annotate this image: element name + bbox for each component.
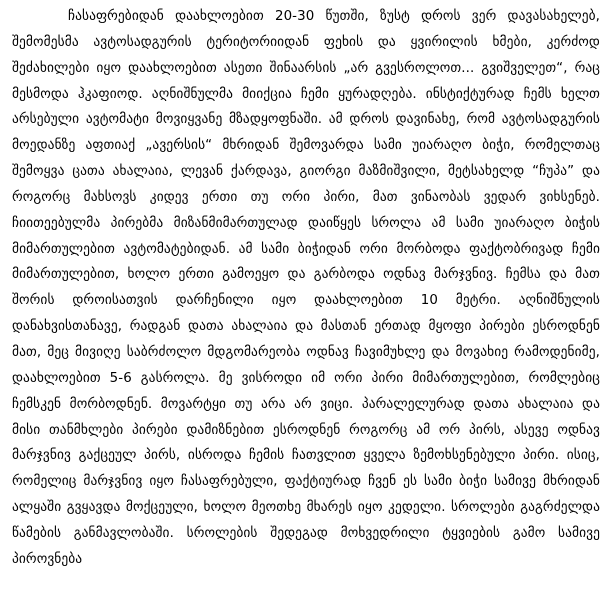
document-page xyxy=(12,4,600,600)
body-paragraph: ჩასაფრებიდან დაახლოებით 20-30 წუთში, ზუსტ დროს ვერ დავასახელებ, შემომესმა ავტოსადგურის ტერიტორიიდან ფეხის და ყვირილის ხმები, კერძოდ შეძახილები იყო დაახლოებით ასეთი შინაარსის „არ გვესროლოთ... გვიშველეთ“, რაც მესმოდა ჰკაფიოდ. აღნიშნულმა მიიქცია ჩემი ყურადღება. ინსტიქტურად ჩემს ხელთ არსებული ავტომატი მოვიყვანე მზადყოფნაში. ამ დროს დავინახე, რომ ავტოსადგურის მოედანზე აფთიაქ „ავერსის“ მხრიდან შემოვარდა სამი უიარაღო ბიჭი, რომელთაც შემოყვა ცათა ახალაია, ლევან ქარდავა, გიორგი მაზმიშვილი, მეტსახელდ “ჩუპა” და როგორც მახსოვს კიდევ ერთი თუ ორი პირი, მათ ვინაობას ვედარ ვიხსენებ. ჩიითეებულმა პირებმა მიზანმიმართულად დაიწყეს სროლა ამ სამი უიარაღო ბიჭის მიმართულებით ავტომატებიდან. ამ სამი ბიჭიდან ორი მორბოდა ფაქტობრივად ჩემი მიმართულებით, ხოლო ერთი გამოეყო და გარბოდა ოდნავ მარჯვნივ. ჩემსა და მათ შორის დროისათვის დარჩენილი იყო დაახლოებით 10 მეტრი. აღნიშნულის დანახვისთანავე, რადგან დათა ახალაია და მასთან ერთად მყოფი პირები ესროდნენ მათ, მეც მივიღე საბრძოლო მდგომარეობა ოდნავ ჩავიმუხლე და მოვახიე რამოდენიმე, დაახლოებით 5-6 გასროლა. მე ვისროდი იმ ორი პირი მიმართულებით, რომლებიც ჩემსკენ მორბოდნენ. მოვარტყი თუ არა არ ვიცი. პარალელურად დათა ახალაია და მისი თანმხლები პირები დამიზნებით ესროდნენ როგორც ამ ორ პირს, ასევე ოდნავ მარჯვნივ გაქცეულ პირს, ისროდა ჩემის ჩათვლით ყველა ზემოხსენებული პირი. ისიც, რომელიც მარჯვნივ იყო ჩასაფრებული, ფაქტიურად ჩვენ ეს სამი ბიჭი სამივე მხრიდან ალყაში გვყავდა მოქცეული, ხოლო მეოთხე მხარეს იყო კედელი. სროლები გაგრძელდა წამების განმავლობაში. სროლების შედეგად მოხვედრილი ტყვიების გამო სამივე პიროვნება xyxy=(12,9,600,567)
